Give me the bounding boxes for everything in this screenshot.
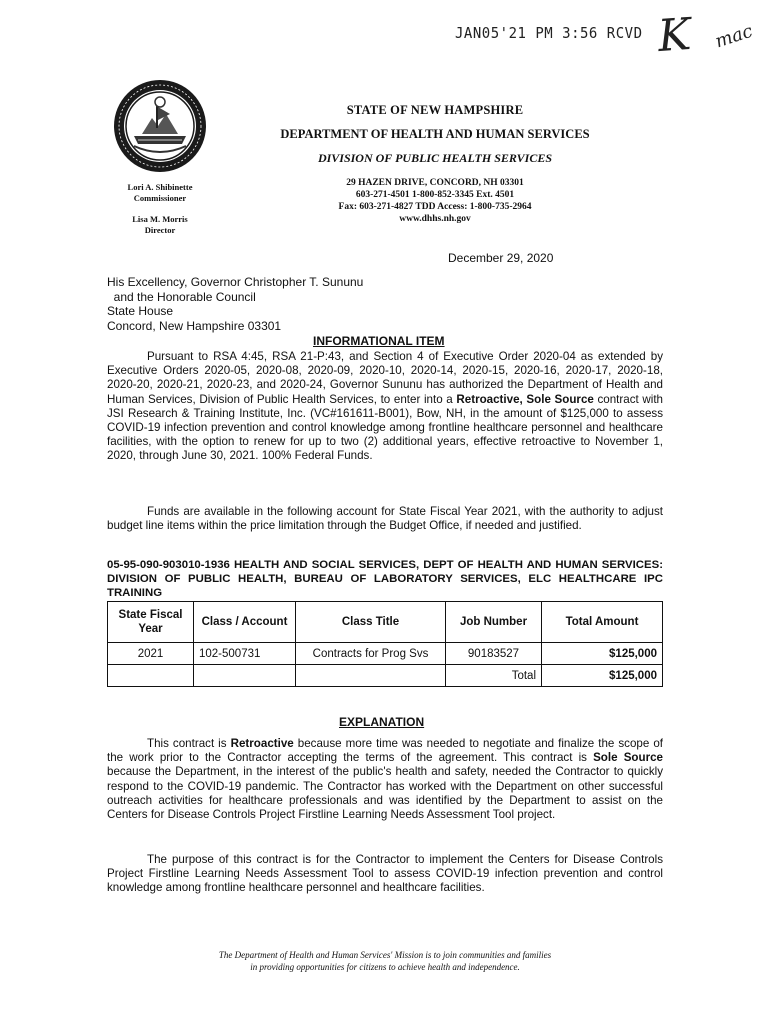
director-name: Lisa M. Morris xyxy=(132,214,188,224)
address-line: 29 HAZEN DRIVE, CONCORD, NH 03301 xyxy=(346,178,524,188)
explanation-heading: EXPLANATION xyxy=(339,715,425,729)
para4-text: The purpose of this contract is for the Contractor to implement the Centers for Disease Controls Project Firstline Learning Needs Assessment Tool to assess COVID-19 infection prevention and control knowledge among frontline healthcare personnel and healthcare facilities. xyxy=(107,853,663,895)
col-header-class-title: Class Title xyxy=(296,602,446,643)
footer-line: in providing opportunities for citizens to achieve health and independence. xyxy=(250,962,520,972)
addressee-line: His Excellency, Governor Christopher T. Sununu xyxy=(107,275,364,289)
header-division: DIVISION OF PUBLIC HEALTH SERVICES xyxy=(317,151,553,165)
commissioner-title: Commissioner xyxy=(133,193,187,203)
table-header-row xyxy=(108,602,663,643)
director-title: Director xyxy=(144,225,176,235)
addressee-block xyxy=(107,275,363,333)
total-amount: $125,000 xyxy=(542,665,663,687)
col-header-job-number: Job Number xyxy=(446,602,542,643)
phone-line: 603-271-4501 1-800-852-3345 Ext. 4501 xyxy=(355,190,515,200)
empty-cell xyxy=(296,665,446,687)
footer-line: The Department of Health and Human Services' Mission is to join communities and families xyxy=(218,950,552,960)
website-line: www.dhhs.nh.gov xyxy=(399,214,471,224)
received-stamp: JAN05'21 PM 3:56 RCVD xyxy=(455,25,643,43)
fax-line: Fax: 603-271-4827 TDD Access: 1-800-735-2964 xyxy=(338,202,532,212)
cell-job-number: 90183527 xyxy=(446,643,542,665)
paragraph-funds xyxy=(107,505,663,533)
para3-text: This contract is xyxy=(147,737,231,750)
empty-cell xyxy=(194,665,296,687)
col-header-total-amount: Total Amount xyxy=(542,602,663,643)
col-header-fiscal-year: State Fiscal Year xyxy=(108,602,194,643)
handwritten-mark: K xyxy=(656,8,693,63)
handwritten-initials: mac xyxy=(712,20,756,53)
letter-date: December 29, 2020 xyxy=(448,251,554,265)
paragraph-explanation xyxy=(107,737,663,822)
para1-text: Pursuant to RSA 4:45, RSA 21-P:43, and Section 4 of Executive Order 2020-04 as extended by Executive Orders 2020-05, 2020-08, 2020-09, 2020-10, 2020-14, 2020-15, 2020-16, 2020-17, 2020-18, 2020-20, 2020-21, 2020-23, and 2020-24, Governor Sununu has authorized the Department of Health and Human Services, Division of Public Health Services, to enter into a xyxy=(107,350,663,406)
cell-total-amount: $125,000 xyxy=(542,643,663,665)
cell-class-account: 102-500731 xyxy=(194,643,296,665)
funding-table xyxy=(107,601,663,687)
state-seal-logo xyxy=(112,78,208,174)
commissioner-name: Lori A. Shibinette xyxy=(127,182,193,192)
addressee-line: State House xyxy=(107,304,174,319)
paragraph-authorization xyxy=(107,350,663,464)
total-label: Total xyxy=(446,665,542,687)
empty-cell xyxy=(108,665,194,687)
para1-bold: Retroactive, Sole Source xyxy=(456,392,594,406)
director-block xyxy=(100,214,220,236)
informational-item-heading: INFORMATIONAL ITEM xyxy=(313,334,445,348)
commissioner-block xyxy=(100,182,220,204)
cell-fiscal-year: 2021 xyxy=(108,643,194,665)
addressee-line: Concord, New Hampshire 03301 xyxy=(107,318,282,333)
para3-bold-retroactive: Retroactive xyxy=(230,737,294,750)
table-row xyxy=(108,643,663,665)
mission-footer xyxy=(150,949,620,973)
para2-text: Funds are available in the following account for State Fiscal Year 2021, with the authority to adjust budget line items within the price limitation through the Budget Office, if needed and justified. xyxy=(107,505,663,533)
header-state: STATE OF NEW HAMPSHIRE xyxy=(346,103,524,117)
header-address xyxy=(240,177,630,225)
col-header-class-account: Class / Account xyxy=(194,602,296,643)
account-line: 05-95-090-903010-1936 HEALTH AND SOCIAL SERVICES, DEPT OF HEALTH AND HUMAN SERVICES: DIVISION OF PUBLIC HEALTH, BUREAU OF LABORATORY SERVICES, ELC HEALTHCARE IPC TRAINING xyxy=(107,559,663,600)
para3-bold-sole-source: Sole Source xyxy=(593,751,663,765)
addressee-line: and the Honorable Council xyxy=(107,289,256,304)
para1-text-cont: contract with JSI Research & Training Institute, Inc. (VC#161611-B001), Bow, NH, in the amount of $125,000 to assess COVID-19 infection prevention and control knowledge among frontline healthcare personnel and healthcare facilities, with the option to renew for up to two (2) additional years, effective retroactive to November 1, 2020, through June 30, 2021. 100% Federal Funds. xyxy=(107,392,663,463)
para3-text-end: because the Department, in the interest of the public's health and safety, needed the Contractor to quickly respond to the COVID-19 pandemic. The Contractor has worked with the Department on other successful outreach activities for healthcare professionals and was identified by the Department to assist on the Centers for Disease Controls Project Firstline Learning Needs Assessment Tool project. xyxy=(107,765,663,822)
table-total-row xyxy=(108,665,663,687)
paragraph-purpose xyxy=(107,853,663,896)
header-department: DEPARTMENT OF HEALTH AND HUMAN SERVICES xyxy=(280,127,590,141)
para3-text-cont: because more time was needed to negotiate and finalize the scope of the work prior to the Contractor accepting the terms of the agreement. This contract is xyxy=(107,737,664,765)
cell-class-title: Contracts for Prog Svs xyxy=(296,643,446,665)
